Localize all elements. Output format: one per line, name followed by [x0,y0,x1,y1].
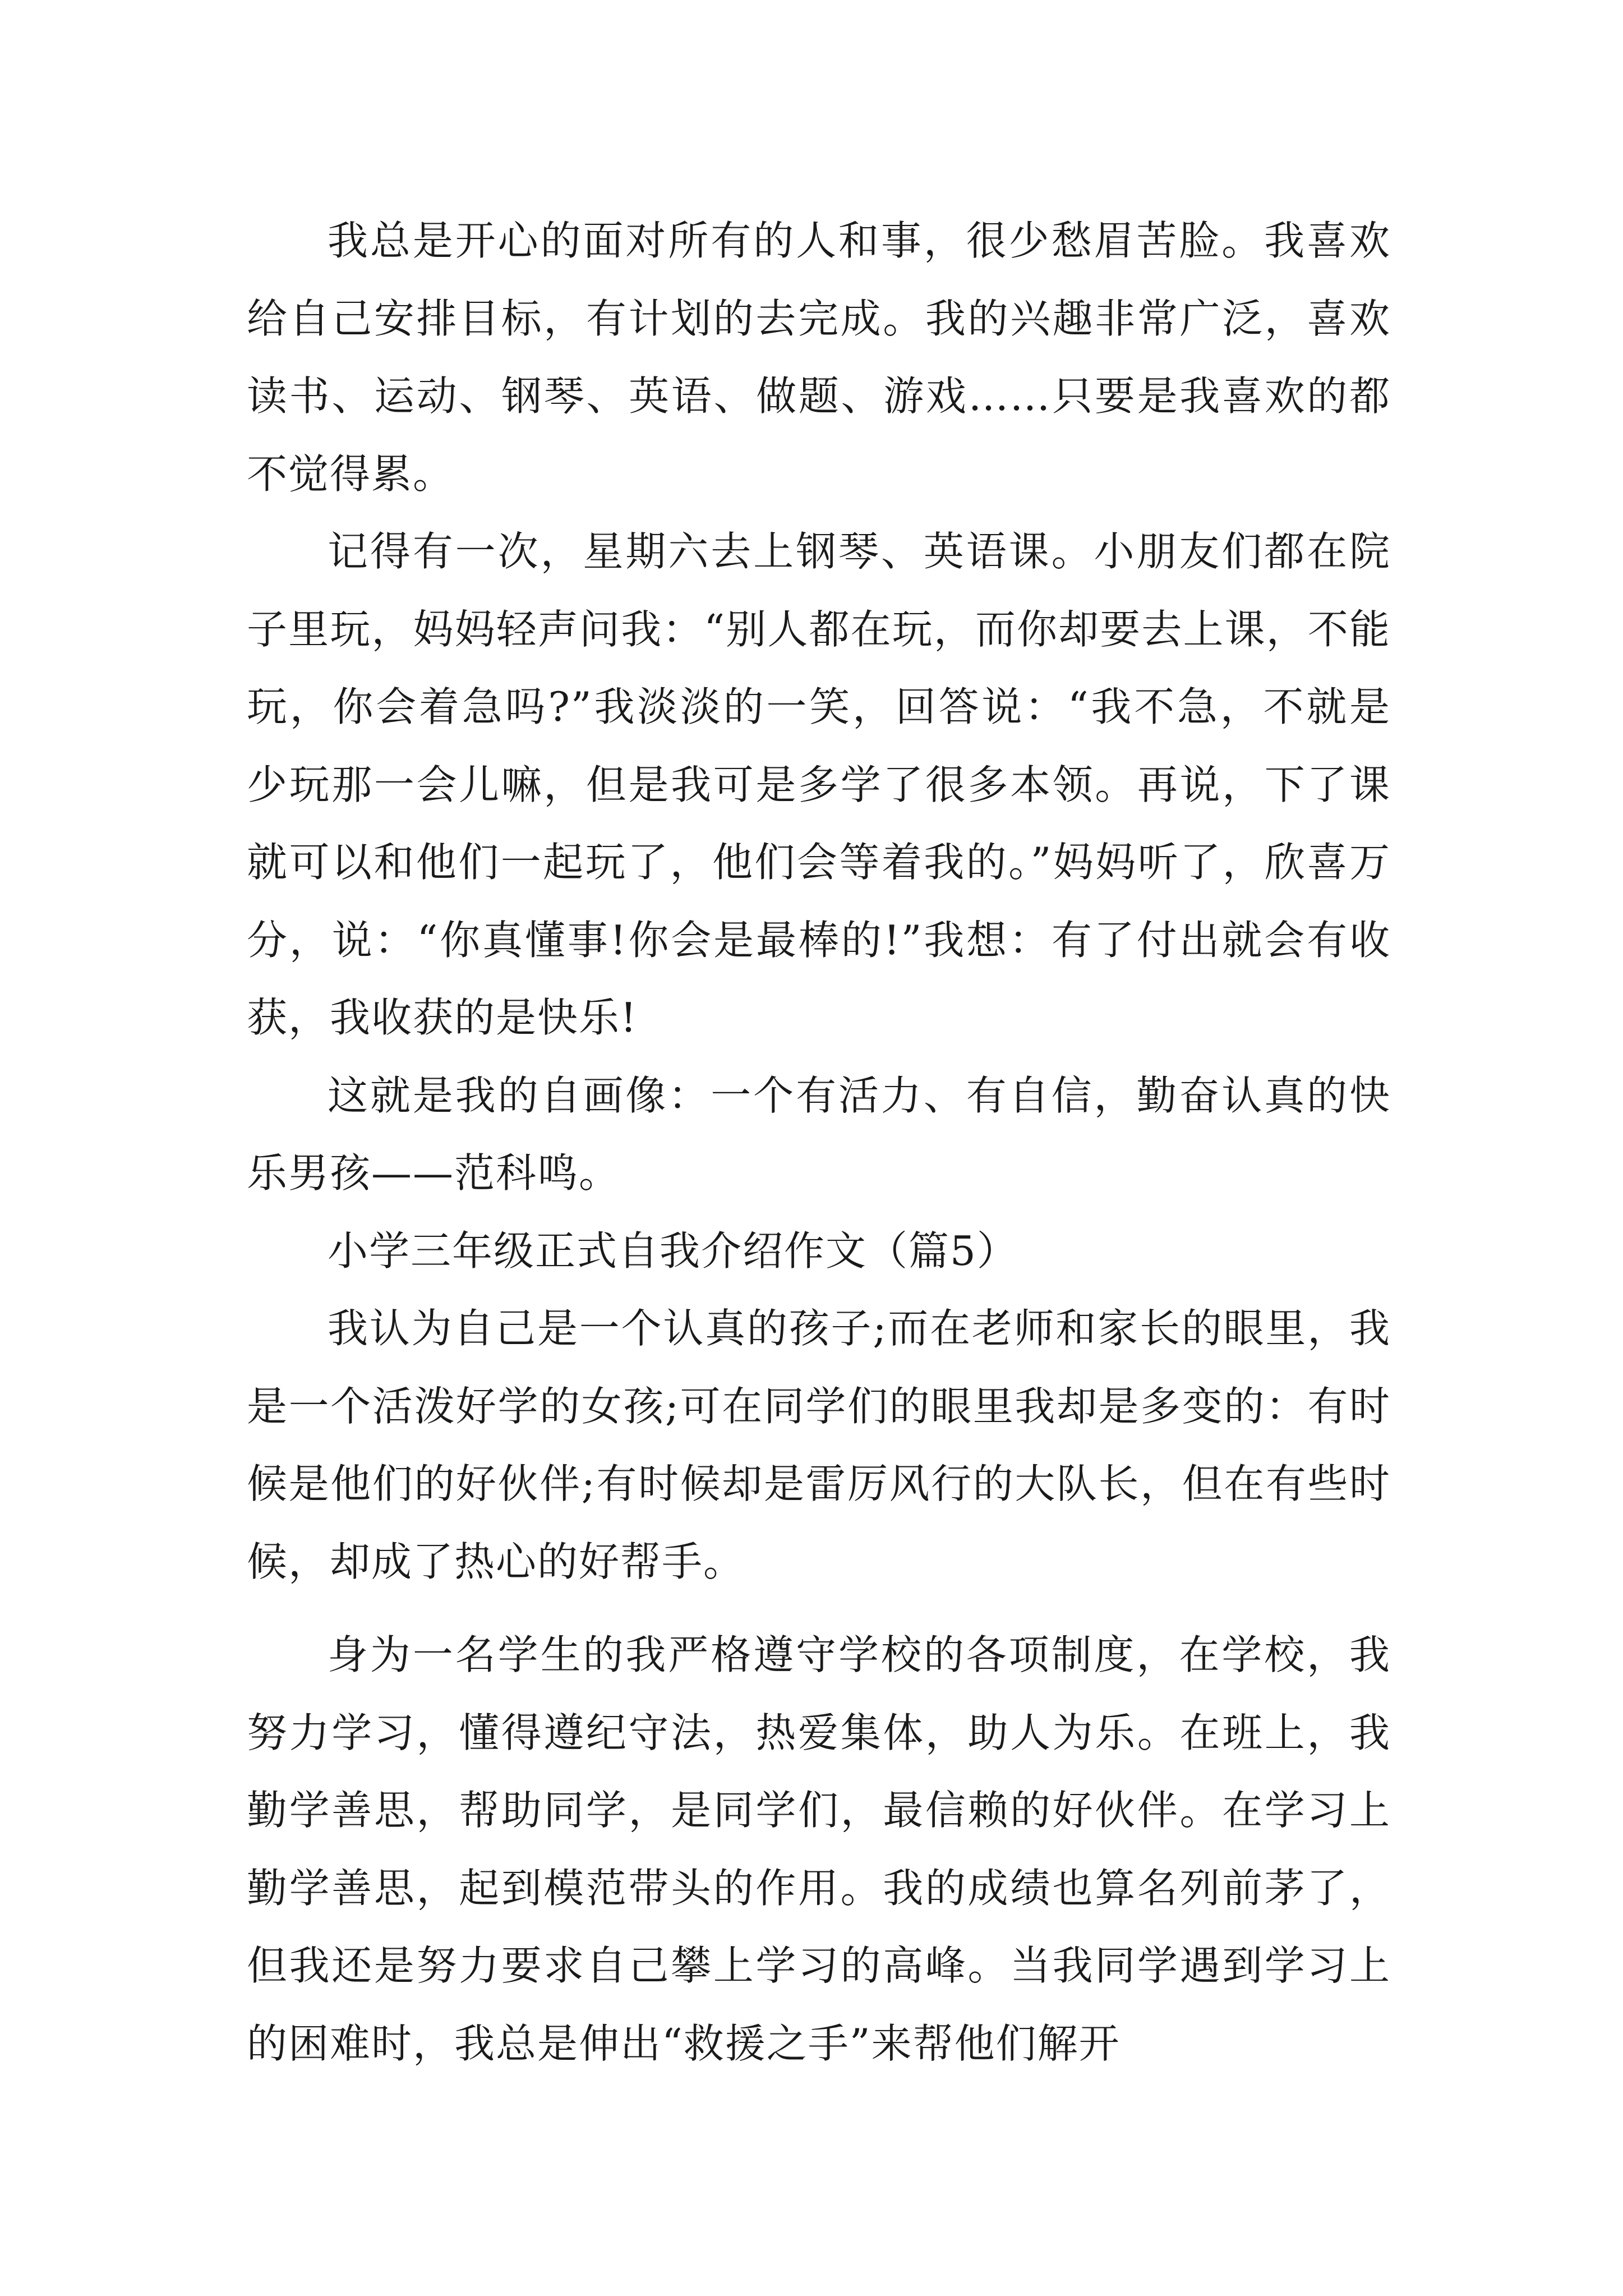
paragraph-1: 我总是开心的面对所有的人和事，很少愁眉苦脸。我喜欢给自己安排目标，有计划的去完成。我的兴趣非常广泛，喜欢读书、运动、钢琴、英语、做题、游戏……只要是我喜欢的都不觉得累。 [247,217,1391,498]
paragraph-gap [247,1600,1391,1616]
document-body [247,202,1391,2082]
paragraph-3: 这就是我的自画像：一个有活力、有自信，勤奋认真的快乐男孩——范科鸣。 [247,1071,1391,1197]
paragraph-2: 记得有一次，星期六去上钢琴、英语课。小朋友们都在院子里玩，妈妈轻声问我：“别人都在玩，而你却要去上课，不能玩，你会着急吗?”我淡淡的一笑，回答说：“我不急，不就是少玩那一会儿嘛，但是我可是多学了很多本领。再说，下了课就可以和他们一起玩了，他们会等着我的。”妈妈听了，欣喜万分，说：“你真懂事!你会是最棒的!”我想：有了付出就会有收获，我收获的是快乐! [247,528,1391,1041]
section-heading: 小学三年级正式自我介绍作文（篇5） [328,1227,1018,1274]
paragraph-5: 身为一名学生的我严格遵守学校的各项制度，在学校，我努力学习，懂得遵纪守法，热爱集体，助人为乐。在班上，我勤学善思，帮助同学，是同学们，最信赖的好伙伴。在学习上勤学善思，起到模范带头的作用。我的成绩也算名列前茅了，但我还是努力要求自己攀上学习的高峰。当我同学遇到学习上的困难时，我总是伸出“救援之手”来帮他们解开 [247,1631,1391,2067]
paragraph-4: 我认为自己是一个认真的孩子;而在老师和家长的眼里，我是一个活泼好学的女孩;可在同学们的眼里我却是多变的：有时候是他们的好伙伴;有时候却是雷厉风行的大队长，但在有些时候，却成了热心的好帮手。 [247,1305,1391,1585]
